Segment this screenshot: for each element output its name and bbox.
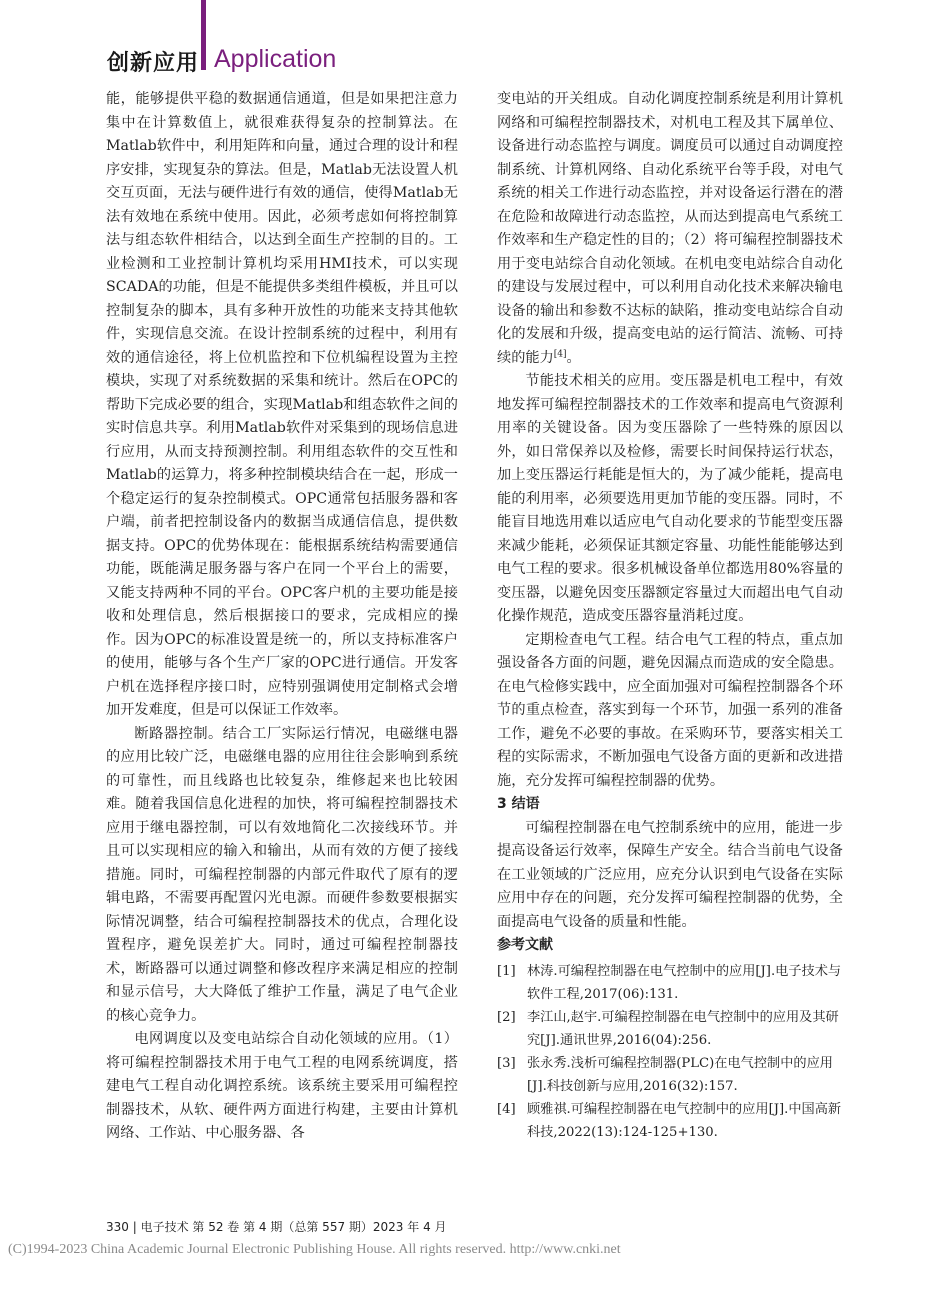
reference-list — [497, 960, 843, 1144]
references-heading: 参考文献 — [497, 937, 553, 953]
right-column — [497, 88, 843, 1144]
reference-text: 张永秀.浅析可编程控制器(PLC)在电气控制中的应用[J].科技创新与应用,2016(32):157. — [527, 1055, 833, 1094]
reference-number: [4] — [497, 1101, 516, 1117]
paragraph: 定期检查电气工程。结合电气工程的特点，重点加强设备各方面的问题，避免因漏点而造成的安全隐患。在电气检修实践中，应全面加强对可编程控制器各个环节的重点检查，落实到每一个环节，加强一系列的准备工作，避免不必要的事故。在采购环节，要落实相关工程的实际需求，不断加强电气设备方面的更新和改进措施，充分发挥可编程控制器的优势。 — [497, 631, 843, 789]
paragraph: 能，能够提供平稳的数据通信通道，但是如果把注意力集中在计算数值上，就很难获得复杂的控制算法。在Matlab软件中，利用矩阵和向量，通过合理的设计和程序安排，实现复杂的算法。但是，Matlab无法设置人机交互页面，无法与硬件进行有效的通信，使得Matlab无法有效地在系统中使用。因此，必须考虑如何将控制算法与组态软件相结合，以达到全面生产控制的目的。工业检测和工业控制计算机均采用HMI技术，可以实现SCADA的功能，但是不能提供多类组件模板，并且可以控制复杂的脚本，具有多种开放性的功能来支持其他软件，实现信息交流。在设计控制系统的过程中，利用有效的通信途径，将上位机监控和下位机编程设置为主控模块，实现了对系统数据的采集和统计。然后在OPC的帮助下完成必要的组合，实现Matlab和组态软件之间的实时信息共享。利用Matlab软件对采集到的现场信息进行应用，从而支持预测控制。利用组态软件的交互性和Matlab的运算力，将多种控制模块结合在一起，形成一个稳定运行的复杂控制模式。OPC通常包括服务器和客户端，前者把控制设备内的数据当成通信信息，提供数据支持。OPC的优势体现在：能根据系统结构需要通信功能，既能满足服务器与客户在同一个平台上的需要，又能支持两种不同的平台。OPC客户机的主要功能是接收和处理信息，然后根据接口的要求，完成相应的操作。因为OPC的标准设置是统一的，所以支持标准客户的使用，能够与各个生产厂家的OPC进行通信。开发客户机在选择程序接口时，应特别强调使用定制格式会增加开发难度，但是可以保证工作效率。 — [106, 91, 458, 718]
reference-item — [497, 1006, 843, 1052]
left-column — [106, 88, 458, 1146]
header-accent-bar — [201, 0, 206, 70]
reference-item — [497, 1098, 843, 1144]
reference-item — [497, 1052, 843, 1098]
section-title-cn: 创新应用 — [107, 51, 200, 76]
reference-item — [497, 960, 843, 1006]
reference-text: 李江山,赵宇.可编程控制器在电气控制中的应用及其研究[J].通讯世界,2016(04):256. — [527, 1009, 839, 1048]
copyright-notice: (C)1994-2023 China Academic Journal Electronic Publishing House. All rights reserved. http://www.cnki.net — [8, 1242, 621, 1257]
reference-text: 顾雅祺.可编程控制器在电气控制中的应用[J].中国高新科技,2022(13):124-125+130. — [527, 1101, 842, 1140]
citation-marker: [4] — [553, 348, 567, 359]
paragraph-end: 。 — [566, 349, 581, 366]
reference-text: 林涛.可编程控制器在电气控制中的应用[J].电子技术与软件工程,2017(06):131. — [527, 963, 842, 1002]
reference-number: [2] — [497, 1009, 516, 1025]
reference-number: [3] — [497, 1055, 516, 1071]
paragraph: 电网调度以及变电站综合自动化领域的应用。（1）将可编程控制器技术用于电气工程的电网系统调度，搭建电气工程自动化调控系统。该系统主要采用可编程控制器技术，从软、硬件两方面进行构建，主要由计算机网络、工作站、中心服务器、各 — [106, 1031, 458, 1141]
page-footer: 330 | 电子技术 第 52 卷 第 4 期（总第 557 期）2023 年 4 月 — [106, 1220, 447, 1234]
paragraph — [497, 88, 843, 370]
paragraph: 断路器控制。结合工厂实际运行情况，电磁继电器的应用比较广泛，电磁继电器的应用往往会影响到系统的可靠性，而且线路也比较复杂，维修起来也比较困难。随着我国信息化进程的加快，将可编程控制器技术应用于继电器控制，可以有效地简化二次接线环节。并且可以实现相应的输入和输出，从而有效的方便了接线措施。同时，可编程控制器的内部元件取代了原有的逻辑电路，不需要再配置闪光电源。而硬件参数要根据实际情况调整，结合可编程控制器技术的优点，合理化设置程序，避免误差扩大。同时，通过可编程控制器技术，断路器可以通过调整和修改程序来满足相应的控制和显示信号，大大降低了维护工作量，满足了电气企业的核心竞争力。 — [106, 725, 458, 1024]
paragraph: 可编程控制器在电气控制系统中的应用，能进一步提高设备运行效率，保障生产安全。结合当前电气设备在工业领域的广泛应用，应充分认识到电气设备在实际应用中存在的问题，充分发挥可编程控制器的优势，全面提高电气设备的质量和性能。 — [497, 819, 843, 930]
reference-number: [1] — [497, 963, 516, 979]
section-title-en: Application — [214, 45, 337, 73]
paragraph: 节能技术相关的应用。变压器是机电工程中，有效地发挥可编程控制器技术的工作效率和提高电气资源利用率的关键设备。因为变压器除了一些特殊的原因以外，如日常保养以及检修，需要长时间保持运行状态，加上变压器运行耗能是恒大的，为了减少能耗，提高电能的利用率，必须要选用更加节能的变压器。同时，不能盲目地选用难以适应电气自动化要求的节能型变压器来减少能耗，必须保证其额定容量、功能性能能够达到电气工程的要求。很多机械设备单位都选用80%容量的变压器，以避免因变压器额定容量过大而超出电气自动化操作规范，造成变压器容量消耗过度。 — [497, 373, 843, 624]
section-heading-conclusion: 3 结语 — [497, 796, 540, 812]
paragraph-text: 变电站的开关组成。自动化调度控制系统是利用计算机网络和可编程控制器技术，对机电工程及其下属单位、设备进行动态监控与调度。调度员可以通过自动调度控制系统、计算机网络、自动化系统平台等手段，对电气系统的相关工作进行动态监控，并对设备运行潜在的潜在危险和故障进行动态监控，从而达到提高电气系统工作效率和生产稳定性的目的；（2）将可编程控制器技术用于变电站综合自动化领域。在机电变电站综合自动化的建设与发展过程中，可以利用自动化技术来解决输电设备的输出和参数不达标的缺陷，推动变电站综合自动化的发展和升级，提高变电站的运行简洁、流畅、可持续的能力 — [497, 91, 843, 366]
